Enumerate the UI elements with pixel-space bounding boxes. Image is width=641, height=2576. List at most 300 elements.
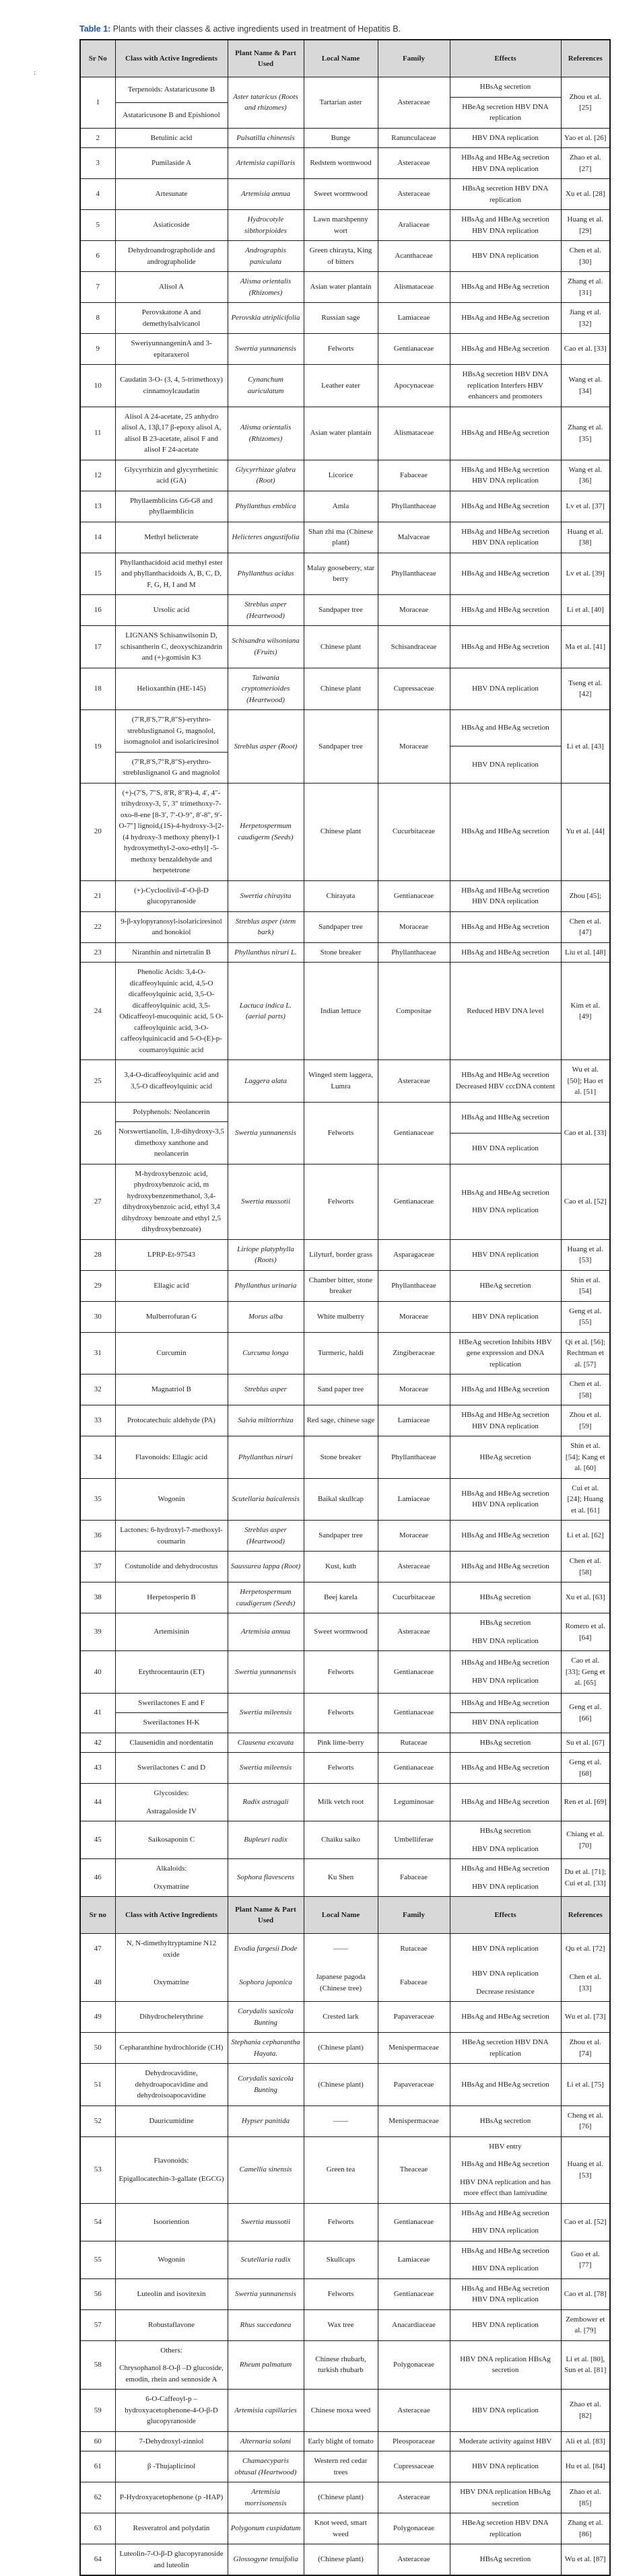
cell-class-active-ingredients: [115, 407, 228, 460]
cell-local-name: Western red cedar trees: [304, 2451, 378, 2482]
cell-effects: [450, 911, 561, 942]
cell-effects: [450, 1821, 561, 1859]
cell-class-active-ingredients: [115, 1374, 228, 1405]
cell-class-active-ingredients: [115, 2451, 228, 2482]
cell-effects: [450, 2278, 561, 2309]
sub-cell: [116, 1694, 228, 1713]
cell-plant-name-part-used: Artemisia annua: [228, 1613, 304, 1651]
table-row: [80, 2136, 610, 2203]
cell-family: Cucurbitaceae: [378, 1582, 450, 1613]
cell-references: Zembower et al. [79]: [561, 2309, 610, 2340]
cell-paragraph: HBV DNA replication: [472, 1636, 539, 1645]
cell-paragraph: Saikosaponin C: [147, 1836, 195, 1844]
cell-effects: [450, 1332, 561, 1374]
cell-paragraph: HBV DNA replication: [472, 1676, 539, 1685]
cell-effects: [450, 1270, 561, 1301]
cell-references: Cao et al. [52]: [561, 1164, 610, 1239]
cell-references: Jiang et al. [32]: [561, 303, 610, 334]
cell-paragraph: Niranthin and nirtetralin B: [132, 948, 211, 956]
cell-paragraph: HBsAg and HBeAg secretion: [461, 2080, 549, 2089]
cell-paragraph: Luteolin-7-O-β-D glucopyranoside and luteolin: [119, 2550, 224, 2569]
cell-class-active-ingredients: [115, 880, 228, 911]
cell-paragraph: Swerilactones C and D: [137, 1764, 206, 1772]
cell-local-name: Japanese pagoda (Chinese tree): [304, 1964, 378, 2002]
cell-family: Malvaceae: [378, 522, 450, 553]
cell-paragraph: HBsAg and HBeAg secretion: [461, 569, 549, 578]
cell-paragraph: Erythrocentaurin (ET): [138, 1667, 205, 1676]
cell-effects: [450, 553, 561, 595]
cell-local-name: Asian water plantain: [304, 272, 378, 303]
cell-paragraph: HBV DNA replication: [472, 1206, 539, 1214]
cell-local-name: Sandpaper tree: [304, 911, 378, 942]
table-row: [80, 880, 610, 911]
cell-family: Phyllanthaceae: [378, 553, 450, 595]
cell-paragraph: HBeAg secretion: [479, 1453, 531, 1461]
cell-effects: [450, 626, 561, 668]
cell-sr-no: 22: [80, 911, 115, 942]
cell-local-name: Pink lime-berry: [304, 1733, 378, 1753]
cell-class-active-ingredients: [115, 1521, 228, 1552]
cell-paragraph: Asiaticoside: [153, 221, 190, 230]
cell-sr-no: 52: [80, 2105, 115, 2136]
cell-effects: [450, 1301, 561, 1332]
table-caption-label: Table 1:: [79, 24, 111, 34]
cell-family: Polygonaceae: [378, 2340, 450, 2390]
cell-paragraph: Costunolide and dehydrocostus: [125, 1562, 218, 1571]
cell-family: Zingiberaceae: [378, 1332, 450, 1374]
cell-paragraph: HBsAg secretion: [479, 2116, 531, 2125]
cell-plant-name-part-used: Streblus asper (stem bark): [228, 911, 304, 942]
table-row: [80, 2002, 610, 2033]
cell-references: Shin et al. [54]: [561, 1270, 610, 1301]
cell-effects: [450, 210, 561, 241]
cell-effects: [450, 1478, 561, 1521]
cell-effects: [450, 1060, 561, 1103]
cell-sr-no: 21: [80, 880, 115, 911]
cell-sr-no: 34: [80, 1436, 115, 1479]
cell-paragraph: Resveratrol and polydatin: [133, 2524, 210, 2533]
cell-paragraph: HBsAg secretion HBV DNA replication: [462, 184, 549, 204]
cell-family: Papaveraceae: [378, 2064, 450, 2106]
cell-class-active-ingredients: [115, 1102, 228, 1164]
cell-local-name: (Chinese plant): [304, 2482, 378, 2513]
cell-paragraph: Wogonin: [158, 1495, 185, 1503]
cell-paragraph: Perovskatone A and demethylsalvicanol: [141, 308, 201, 328]
cell-family: Lamiaceae: [378, 1478, 450, 1521]
cell-references: Ali et al. [83]: [561, 2431, 610, 2451]
cell-local-name: Lilyturf, border grass: [304, 1239, 378, 1270]
cell-local-name: Felworts: [304, 1651, 378, 1694]
table-row: [80, 1651, 610, 1694]
cell-paragraph: SweriyunnangeninA and 3-epitaraxerol: [131, 339, 212, 359]
cell-family: Polygonaceae: [378, 2513, 450, 2544]
cell-family: Cucurbitaceae: [378, 783, 450, 880]
cell-paragraph: Artemisinin: [154, 1628, 189, 1636]
cell-paragraph: HBsAg and HBeAg secretion HBV DNA replication: [461, 527, 549, 547]
sub-cell-text: Norswertianolin, 1,8-dihydroxy-3,5 dimethoxy xanthone and neolancerin: [118, 1127, 225, 1158]
cell-class-active-ingredients: [115, 148, 228, 179]
sub-cell: [450, 1712, 561, 1733]
cell-paragraph: HBsAg secretion: [479, 1827, 531, 1835]
cell-effects: [450, 1521, 561, 1552]
cell-paragraph: N, N-dimethyltryptamine N12 oxide: [126, 1939, 217, 1959]
cell-sr-no: 51: [80, 2064, 115, 2106]
cell-family: Gentianaceae: [378, 1753, 450, 1784]
table-row: [80, 626, 610, 668]
cell-plant-name-part-used: Sophora flavescens: [228, 1859, 304, 1897]
cell-paragraph: HBV DNA replication: [472, 1250, 539, 1259]
cell-family: Menispermaceae: [378, 2105, 450, 2136]
cell-references: Huang et al. [53]: [561, 2136, 610, 2203]
cell-references: Yu et al. [44]: [561, 783, 610, 880]
cell-paragraph: Pumilaside A: [151, 159, 191, 168]
cell-local-name: Amla: [304, 491, 378, 522]
cell-paragraph: Glycosides:: [154, 1789, 189, 1797]
cell-effects: [450, 1651, 561, 1694]
cell-plant-name-part-used: Phyllanthus acidus: [228, 553, 304, 595]
cell-paragraph: HBV entry: [489, 2142, 522, 2151]
cell-references: Huang et al. [29]: [561, 210, 610, 241]
cell-paragraph: HBsAg and HBeAg secretion: [461, 2246, 549, 2255]
table-row: [80, 303, 610, 334]
cell-local-name: ——: [304, 2105, 378, 2136]
cell-class-active-ingredients: [115, 1060, 228, 1103]
cell-references: Zhang et al. [35]: [561, 407, 610, 460]
cell-references: Xu et al. [63]: [561, 1582, 610, 1613]
cell-references: Li et al. [62]: [561, 1521, 610, 1552]
table-row: [80, 783, 610, 880]
cell-local-name: Sweet wormwood: [304, 1613, 378, 1651]
cell-paragraph: HBV DNA replication: [472, 2320, 539, 2329]
cell-family: Menispermaceae: [378, 2033, 450, 2064]
cell-local-name: Chinese plant: [304, 783, 378, 880]
cell-local-name: Green chirayta, King of bitters: [304, 241, 378, 272]
table-row: [80, 272, 610, 303]
cell-family: Moraceae: [378, 1521, 450, 1552]
cell-family: Asteraceae: [378, 179, 450, 210]
cell-family: Lamiaceae: [378, 303, 450, 334]
cell-paragraph: Curcumin: [156, 1349, 187, 1357]
cell-family: Gentianaceae: [378, 1164, 450, 1239]
cell-references: Cao et al. [33]; Geng et al. [65]: [561, 1651, 610, 1694]
table-row: [80, 668, 610, 710]
cell-plant-name-part-used: Artemisia capillaris: [228, 148, 304, 179]
cell-effects: [450, 668, 561, 710]
cell-references: Geng et al. [68]: [561, 1753, 610, 1784]
cell-sr-no: 55: [80, 2241, 115, 2278]
cell-local-name: Chirayata: [304, 880, 378, 911]
sub-cell: [116, 1103, 228, 1122]
cell-plant-name-part-used: Corydalis saxicola Bunting: [228, 2064, 304, 2106]
cell-sr-no: 61: [80, 2451, 115, 2482]
cell-paragraph: (+)-(7′S, 7″S, 8′R, 8″R)-4, 4′, 4″-trihydroxy-3, 5′, 3″ trimethoxy-7-oxo-8-ene [8-3′, 7′-O-9″, 8′-8″, 9′-O-7″] lignoid,(1S)-4-hydroxy-3-[2-(4 hydroxy-3 methoxy phenyl)-1 hydroxymethyl-2-oxo-ethyl] -5-methoxy benzaldehyde and herpetetrone: [119, 788, 224, 874]
cell-paragraph: Luteolin and isovitexin: [137, 2289, 206, 2298]
cell-paragraph: HBsAg and HBeAg secretion: [461, 1659, 549, 1667]
cell-family: Moraceae: [378, 595, 450, 626]
cell-local-name: Winged stem laggera, Lumra: [304, 1060, 378, 1103]
cell-references: Li et al. [80], Sun et al. [81]: [561, 2340, 610, 2390]
cell-paragraph: Lactones: 6-hydroxyl-7-methoxyl-coumarin: [120, 1526, 223, 1545]
cell-plant-name-part-used: Aster tataricus (Roots and rhizomes): [228, 77, 304, 129]
cell-paragraph: Flavonoids: Ellagic acid: [135, 1453, 207, 1461]
cell-sr-no: 1: [80, 77, 115, 129]
cell-effects: [450, 2033, 561, 2064]
cell-plant-name-part-used: Streblus asper (Heartwood): [228, 595, 304, 626]
sub-cell-group: [116, 1694, 228, 1733]
cell-paragraph: Flavonoids:: [154, 2157, 189, 2165]
cell-references: Geng et al. [66]: [561, 1693, 610, 1733]
cell-paragraph: HBsAg secretion: [479, 2555, 531, 2564]
cell-paragraph: HBsAg secretion: [479, 1738, 531, 1747]
cell-paragraph: Dihydrochelerythrine: [139, 2013, 203, 2021]
cell-class-active-ingredients: [115, 2002, 228, 2033]
cell-sr-no: 48: [80, 1964, 115, 2002]
cell-local-name: Bunge: [304, 128, 378, 148]
cell-plant-name-part-used: Corydalis saxicola Bunting: [228, 2002, 304, 2033]
cell-effects: [450, 2136, 561, 2203]
cell-local-name: Felworts: [304, 2203, 378, 2241]
cell-plant-name-part-used: Lactuca indica L. (aerial parts): [228, 963, 304, 1060]
cell-class-active-ingredients: [115, 2033, 228, 2064]
cell-paragraph: Reduced HBV DNA level: [467, 1006, 544, 1015]
table-row: [80, 77, 610, 129]
cell-effects: [450, 2482, 561, 2513]
cell-references: Cao et al. [33]: [561, 1102, 610, 1164]
cell-sr-no: 26: [80, 1102, 115, 1164]
cell-plant-name-part-used: Alternaria solani: [228, 2431, 304, 2451]
cell-effects: [450, 334, 561, 365]
sub-cell: [450, 1694, 561, 1713]
cell-paragraph: Mulberrofuran G: [145, 1312, 197, 1321]
cell-class-active-ingredients: [115, 1270, 228, 1301]
cell-effects: [450, 2002, 561, 2033]
cell-paragraph: HBV DNA replication: [472, 252, 539, 260]
cell-paragraph: Others:: [160, 2346, 182, 2355]
cell-local-name: Sandpaper tree: [304, 710, 378, 784]
cell-paragraph: HBsAg secretion: [479, 1619, 531, 1627]
cell-paragraph: Epigallocatechin-3-gallate (EGCG): [119, 2174, 224, 2183]
cell-references: Wang et al. [34]: [561, 365, 610, 407]
sub-cell-text: HBV DNA replication: [472, 1718, 539, 1727]
cell-references: Chen et al. [47]: [561, 911, 610, 942]
cell-paragraph: LPRP-Et-97543: [147, 1250, 195, 1259]
cell-family: Gentianaceae: [378, 1651, 450, 1694]
cell-references: Cui et al. [24]; Huang et al. [61]: [561, 1478, 610, 1521]
cell-effects: [450, 1964, 561, 2002]
cell-effects: [450, 2431, 561, 2451]
cell-plant-name-part-used: Swertia yunnanensis: [228, 1651, 304, 1694]
cell-effects: [450, 2390, 561, 2432]
cell-paragraph: HBV DNA replication HBsAg secretion: [460, 2488, 551, 2507]
cell-plant-name-part-used: Herpetospermum caudigerm (Seeds): [228, 783, 304, 880]
cell-local-name: (Chinese plant): [304, 2544, 378, 2576]
cell-paragraph: Oxymatrine: [154, 1882, 189, 1891]
cell-plant-name-part-used: Laggera alata: [228, 1060, 304, 1103]
cell-family: Asteraceae: [378, 1060, 450, 1103]
sub-cell: [450, 1103, 561, 1133]
cell-family: Alismataceae: [378, 272, 450, 303]
cell-paragraph: HBsAg and HBeAg secretion: [461, 1798, 549, 1807]
table-row: [80, 148, 610, 179]
cell-class-active-ingredients: [115, 1934, 228, 1965]
cell-class-active-ingredients: [115, 272, 228, 303]
cell-class-active-ingredients: [115, 1964, 228, 2002]
table-row: [80, 1582, 610, 1613]
cell-sr-no: 5: [80, 210, 115, 241]
cell-family: Moraceae: [378, 911, 450, 942]
cell-sr-no: 32: [80, 1374, 115, 1405]
cell-class-active-ingredients: [115, 460, 228, 491]
table-row: [80, 1964, 610, 2002]
cell-paragraph: 3,4-O-dicaffeoylquinic acid and 3,5-O dicaffeoylquinic acid: [124, 1071, 219, 1090]
cell-sr-no: 11: [80, 407, 115, 460]
cell-effects: [450, 522, 561, 553]
table-row: [80, 2278, 610, 2309]
cell-paragraph: HBsAg and HBeAg secretion: [461, 642, 549, 651]
cell-class-active-ingredients: [115, 1239, 228, 1270]
cell-local-name: Stone breaker: [304, 942, 378, 963]
cell-class-active-ingredients: [115, 1784, 228, 1821]
cell-paragraph: HBsAg and HBeAg secretion: [461, 283, 549, 291]
cell-family: Rutaceae: [378, 1934, 450, 1965]
cell-effects: [450, 2105, 561, 2136]
cell-effects: [450, 2451, 561, 2482]
cell-effects: [450, 1239, 561, 1270]
table-row: [80, 1239, 610, 1270]
cell-effects: [450, 2064, 561, 2106]
cell-family: Acanthaceae: [378, 241, 450, 272]
cell-paragraph: HBsAg and HBeAg secretion: [461, 827, 549, 836]
cell-paragraph: HBV DNA replication: [472, 133, 539, 142]
cell-local-name: Indian lettuce: [304, 963, 378, 1060]
cell-paragraph: HBeAg secretion: [479, 1281, 531, 1290]
cell-paragraph: Glycyrrhizin and glycyrrhetinic acid (GA): [124, 465, 219, 485]
cell-effects: [450, 1582, 561, 1613]
cell-local-name: Chinese plant: [304, 668, 378, 710]
cell-local-name: Stone breaker: [304, 1436, 378, 1479]
table-caption-text: Plants with their classes & active ingredients used in treatment of Hepatitis B.: [110, 24, 401, 34]
cell-references: Cheng et al. [76]: [561, 2105, 610, 2136]
cell-references: Chen et al. [33]: [561, 1964, 610, 2002]
cell-effects: [450, 1934, 561, 1965]
cell-class-active-ingredients: [115, 2431, 228, 2451]
cell-class-active-ingredients: [115, 491, 228, 522]
cell-family: Lamiaceae: [378, 2241, 450, 2278]
cell-plant-name-part-used: Swertia mussotii: [228, 2203, 304, 2241]
cell-class-active-ingredients: [115, 1436, 228, 1479]
cell-effects: [450, 783, 561, 880]
cell-sr-no: 10: [80, 365, 115, 407]
cell-plant-name-part-used: Alisma orientalis (Rhizomes): [228, 272, 304, 303]
cell-family: Apocynaceae: [378, 365, 450, 407]
table-row: [80, 210, 610, 241]
cell-references: Wu et al. [73]: [561, 2002, 610, 2033]
cell-effects: [450, 2513, 561, 2544]
cell-plant-name-part-used: Clausena excavata: [228, 1733, 304, 1753]
cell-plant-name-part-used: Swertia mussotii: [228, 1164, 304, 1239]
cell-references: Wu et al. [50]; Hao et al. [51]: [561, 1060, 610, 1103]
cell-family: Fabaceae: [378, 1964, 450, 2002]
sub-cell-group: [450, 77, 561, 128]
sub-cell: [116, 77, 228, 102]
cell-family: Rutaceae: [378, 1733, 450, 1753]
cell-plant-name-part-used: Liriope platyphylla (Roots): [228, 1239, 304, 1270]
cell-family: Lamiaceae: [378, 1405, 450, 1436]
table-row: [80, 1270, 610, 1301]
cell-plant-name-part-used: Radix astragali: [228, 1784, 304, 1821]
cell-class-active-ingredients: [115, 2482, 228, 2513]
cell-plant-name-part-used: Bupleuri radix: [228, 1821, 304, 1859]
sub-cell-group: [116, 710, 228, 783]
cell-class-active-ingredients: [115, 128, 228, 148]
sub-cell-text: HBsAg and HBeAg secretion: [461, 1113, 549, 1121]
cell-family: Gentianaceae: [378, 334, 450, 365]
cell-references: Liu et al. [48]: [561, 942, 610, 963]
cell-local-name: Beej karela: [304, 1582, 378, 1613]
cell-references: Zhou et al. [25]: [561, 77, 610, 129]
column-header: Local Name: [304, 40, 378, 77]
cell-family: Phyllanthaceae: [378, 1436, 450, 1479]
sub-cell-group: [116, 1103, 228, 1164]
cell-references: Ren et al. [69]: [561, 1784, 610, 1821]
cell-references: Guo et al. [77]: [561, 2241, 610, 2278]
cell-family: Papaveraceae: [378, 2002, 450, 2033]
cell-effects: [450, 1436, 561, 1479]
cell-sr-no: 43: [80, 1753, 115, 1784]
cell-references: Zhou et al. [59]: [561, 1405, 610, 1436]
cell-class-active-ingredients: [115, 334, 228, 365]
cell-references: Chen et al. [30]: [561, 241, 610, 272]
cell-references: Chiang et al. [70]: [561, 1821, 610, 1859]
cell-effects: [450, 1552, 561, 1582]
cell-paragraph: HBsAg and HBeAg secretion: [461, 1188, 549, 1197]
cell-paragraph: HBsAg and HBeAg secretion: [461, 1562, 549, 1571]
cell-plant-name-part-used: Phyllanthus niruri L.: [228, 942, 304, 963]
cell-local-name: Malay gooseberry, star berry: [304, 553, 378, 595]
cell-family: Schisandraceae: [378, 626, 450, 668]
cell-effects: [450, 1693, 561, 1733]
table-row: [80, 963, 610, 1060]
cell-paragraph: HBsAg and HBeAg secretion: [461, 345, 549, 353]
table-row: [80, 241, 610, 272]
sub-cell-text: (7′R,8′S,7″R,8″S)-erythro-strebluslignanol G, magnolol, isomagnolol and isolariciresinol: [123, 716, 220, 746]
cell-plant-name-part-used: Sophora japonica: [228, 1964, 304, 2002]
cell-class-active-ingredients: [115, 365, 228, 407]
cell-class-active-ingredients: [115, 303, 228, 334]
cell-class-active-ingredients: [115, 2544, 228, 2576]
cell-local-name: Leather eater: [304, 365, 378, 407]
cell-paragraph: Cepharanthine hydrochloride (CH): [119, 2044, 224, 2052]
cell-local-name: Milk vetch root: [304, 1784, 378, 1821]
cell-sr-no: 47: [80, 1934, 115, 1965]
cell-class-active-ingredients: [115, 1332, 228, 1374]
cell-sr-no: 25: [80, 1060, 115, 1103]
column-header: Sr No: [80, 40, 115, 77]
cell-sr-no: 20: [80, 783, 115, 880]
cell-paragraph: HBsAg and HBeAg secretion: [461, 1764, 549, 1772]
cell-plant-name-part-used: Swertia chirayita: [228, 880, 304, 911]
cell-references: Yao et al. [26]: [561, 128, 610, 148]
cell-local-name: Turmeric, haldi: [304, 1332, 378, 1374]
cell-class-active-ingredients: [115, 595, 228, 626]
cell-effects: [450, 942, 561, 963]
cell-sr-no: 57: [80, 2309, 115, 2340]
cell-paragraph: Alisol A 24-acetate, 25 anhydro alisol A, 13β,17 β-epoxy alisol A, alisol B 23-acetate, alisol F and alisol F 24-acetate: [121, 412, 222, 454]
cell-plant-name-part-used: Swertia yunnanensis: [228, 334, 304, 365]
cell-family: Anacardiaceae: [378, 2309, 450, 2340]
cell-references: Xu et al. [28]: [561, 179, 610, 210]
cell-sr-no: 45: [80, 1821, 115, 1859]
